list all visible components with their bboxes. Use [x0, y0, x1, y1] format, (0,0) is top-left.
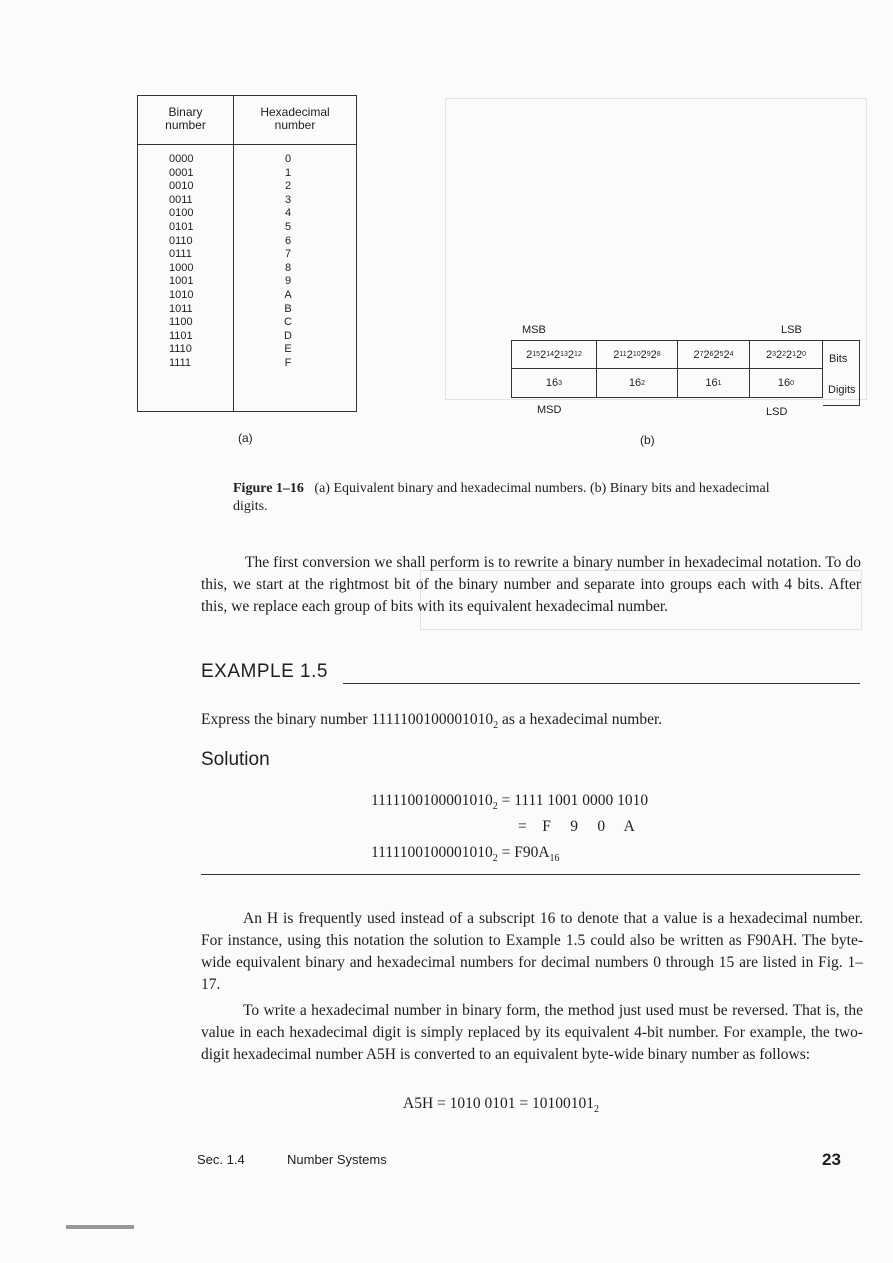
binary-value: 0111	[169, 248, 192, 261]
binary-column	[169, 153, 193, 371]
binary-value: 0001	[169, 166, 194, 179]
hex-value: D	[284, 329, 292, 342]
binary-value: 1110	[169, 343, 192, 356]
solution-line-2: = F 9 0 A	[518, 818, 635, 835]
hex-value: E	[284, 343, 292, 356]
intro-paragraph: The first conversion we shall perform is to rewrite a binary number in hexadecimal notation. To do this, we start at the rightmost bit of the binary number and separate into groups each with 4 bits. After this, we replace each group of bits with its equivalent hexadecimal number.	[201, 554, 861, 615]
binary-value: 0110	[169, 234, 193, 247]
bit-group-0: 2 3 2 2 2 1 2 0	[749, 340, 823, 369]
binary-value: 0000	[169, 153, 194, 165]
hex-value: 9	[284, 275, 292, 288]
final-equation: A5H = 1010 $0101 = 10100101_2$	[403, 1095, 599, 1116]
bit-group-2: 2 11 2 10 2 9 2 8	[596, 340, 678, 369]
bits-label: Bits	[829, 353, 848, 365]
caption-text: (a) Equivalent binary and hexadecimal numbers. (b) Binary bits and hexadecimal digits.	[233, 481, 770, 514]
binary-value: 0101	[169, 220, 194, 233]
binary-value: 1010	[169, 288, 194, 301]
bit-group-3: 2 15 2 14 2 13 2 12	[511, 340, 597, 369]
binary-value: 1011	[169, 302, 193, 315]
binary-value: 1100	[169, 316, 193, 329]
digit-16-1: 16 1	[677, 368, 750, 398]
digit-16-3: 16 3	[511, 368, 597, 398]
hex-value: 3	[284, 193, 292, 206]
example-heading: EXAMPLE 1.5	[201, 661, 328, 682]
binary-value: 0100	[169, 207, 194, 220]
bits-digits-bracket	[823, 340, 860, 406]
hex-column	[278, 153, 298, 371]
hex-value: 1	[284, 166, 292, 179]
binary-value: 1111	[169, 356, 192, 369]
binary-value: 1001	[169, 275, 194, 288]
binary-value: 1101	[169, 329, 193, 342]
hex-value: B	[284, 302, 292, 315]
msd-label: MSD	[537, 404, 562, 416]
scan-mark	[66, 1225, 134, 1229]
binary-value: 0011	[169, 193, 193, 206]
hex-value: A	[284, 288, 292, 301]
hex-value: 4	[284, 207, 292, 220]
hex-value: 0	[284, 153, 292, 165]
paragraph-hex-to-binary: To write a hexadecimal number in binary form, the method just used must be reversed. That is, the value in each hexadecimal digit is simply replaced by its equivalent 4-bit number. For example, the two-digit hexadecimal number A5H is converted to an equivalent byte-wide binary number as follows:	[201, 1002, 863, 1063]
hex-value: C	[284, 316, 292, 329]
example-end-rule	[201, 874, 860, 875]
example-heading-rule	[343, 683, 860, 684]
digits-label: Digits	[828, 384, 856, 396]
figure-b-label: (b)	[640, 433, 655, 447]
binary-value: 0010	[169, 180, 194, 193]
lsd-label: LSD	[766, 406, 788, 418]
solution-heading: Solution	[201, 749, 270, 770]
footer-section: Sec. 1.4	[197, 1152, 245, 1167]
hex-value: 6	[284, 234, 292, 247]
solution-line-1: $1111100100001010_2 = 1111$ 1001 0000 1010	[371, 792, 649, 813]
binary-hex-table	[137, 95, 357, 412]
msb-label: MSB	[522, 324, 546, 336]
figure-a-label: (a)	[238, 431, 253, 445]
solution-line-3: $1111100100001010_2 = F90A_{16}$	[371, 844, 560, 865]
bit-group-1: 2 7 2 6 2 5 2 4	[677, 340, 750, 369]
paragraph-h-notation: An H is frequently used instead of a subscript 16 to denote that a value is a hexadecimal number. For instance, using this notation the solution to Example 1.5 could also be written as F90AH. The byte-wide equivalent binary and hexadecimal numbers for decimal numbers 0 through 15 are listed in Fig. 1–17.	[201, 910, 863, 993]
hex-value: 8	[284, 261, 292, 274]
hex-value: 7	[284, 248, 292, 261]
figure-caption	[233, 480, 803, 516]
hex-value: F	[284, 356, 292, 369]
figure-number: Figure 1–16	[233, 481, 304, 496]
footer-title: Number Systems	[287, 1152, 387, 1167]
hex-column-header: Hexadecimal number	[260, 105, 330, 132]
lsb-label: LSB	[781, 324, 802, 336]
digit-16-0: 16 0	[749, 368, 823, 398]
binary-value: 1000	[169, 261, 194, 274]
digit-16-2: 16 2	[596, 368, 678, 398]
page-number: 23	[822, 1150, 841, 1169]
example-question: Express the binary number $1111100100001010_2$ as a hexadecimal number.	[201, 711, 663, 732]
hex-value: 5	[284, 220, 292, 233]
hex-value: 2	[284, 180, 292, 193]
binary-column-header: Binary number	[165, 105, 206, 132]
